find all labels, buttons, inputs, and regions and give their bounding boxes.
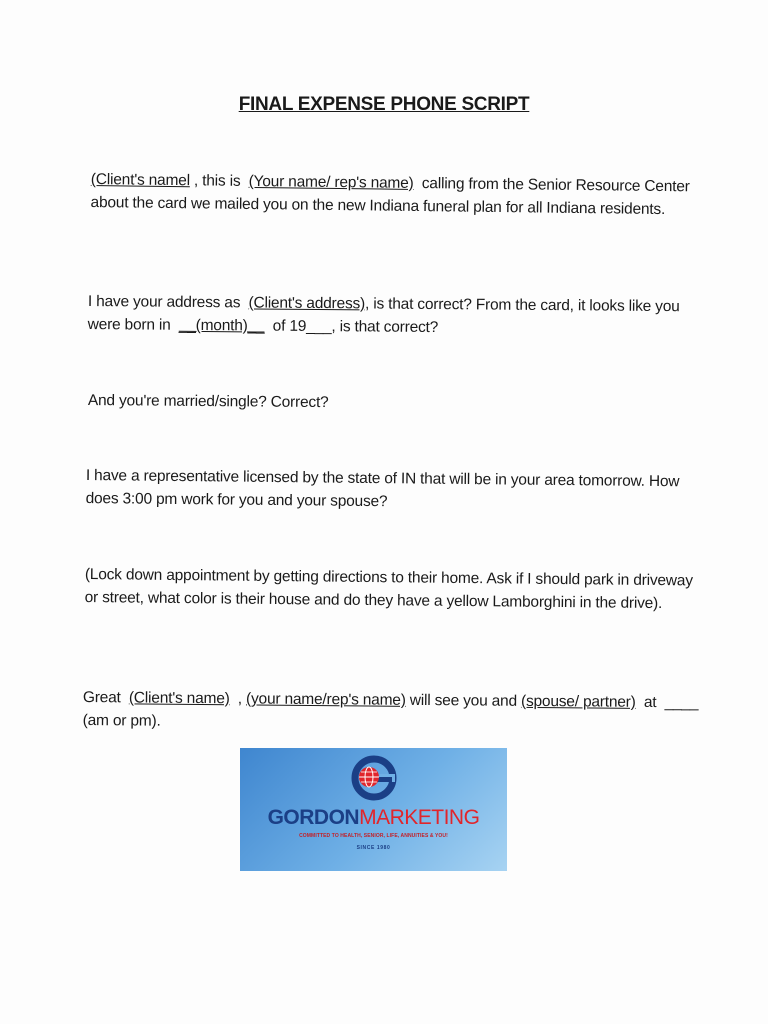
paragraph-text: at [643,693,657,712]
brand-since: SINCE 1980 [356,845,391,851]
paragraph-text: of 19___, is that correct? [272,317,439,337]
time-blank: ____ [664,694,699,712]
intro-paragraph [90,168,691,221]
closing-paragraph [83,686,703,737]
brand-second: MARKETING [359,806,480,829]
brand-tagline: COMMITTED TO HEALTH, SENIOR, LIFE, ANNUITIES & YOU! [299,833,448,839]
brand-name [240,806,507,830]
spouse-placeholder: (spouse/ partner) [520,692,636,711]
paragraph-text: (am or pm). [82,711,161,730]
rep-name-placeholder: (your name/rep's name) [245,690,406,709]
appointment-instructions-paragraph: (Lock down appointment by getting directions to their home. Ask if I should park in driveway or street, what color is their house and do they have a yellow Lamborghini in the drive). [84,565,693,613]
paragraph-text: I have your address as [87,292,241,312]
client-address-placeholder: (Client's address) [248,294,366,313]
paragraph-text: calling from the Senior Resource Center about the card we mailed you on the new Indiana funeral plan for all Indiana residents. [90,175,690,219]
client-name-placeholder: (Client's namel [90,170,190,190]
paragraph-text: , is that correct? From the card, it looks like you were born in [87,295,680,334]
rep-name-placeholder: (Your name/ rep's name) [248,172,414,192]
address-paragraph [88,290,708,341]
representative-paragraph: I have a representative licensed by the state of IN that will be in your area tomorrow. How does 3:00 pm work for you and your spouse? [85,466,680,511]
gordon-marketing-logo [240,748,507,871]
marital-status-paragraph: And you're married/single? Correct? [87,391,329,412]
client-name-placeholder: (Client's name) [128,689,230,708]
month-placeholder: __(month)__ [178,316,265,335]
paragraph-text: will see you and [409,691,517,710]
paragraph-text: , this is [193,172,241,190]
brand-first: GORDON [267,806,360,829]
document-title: FINAL EXPENSE PHONE SCRIPT [238,94,530,115]
paragraph-text: Great [82,688,121,707]
paragraph-text: , [237,690,243,708]
